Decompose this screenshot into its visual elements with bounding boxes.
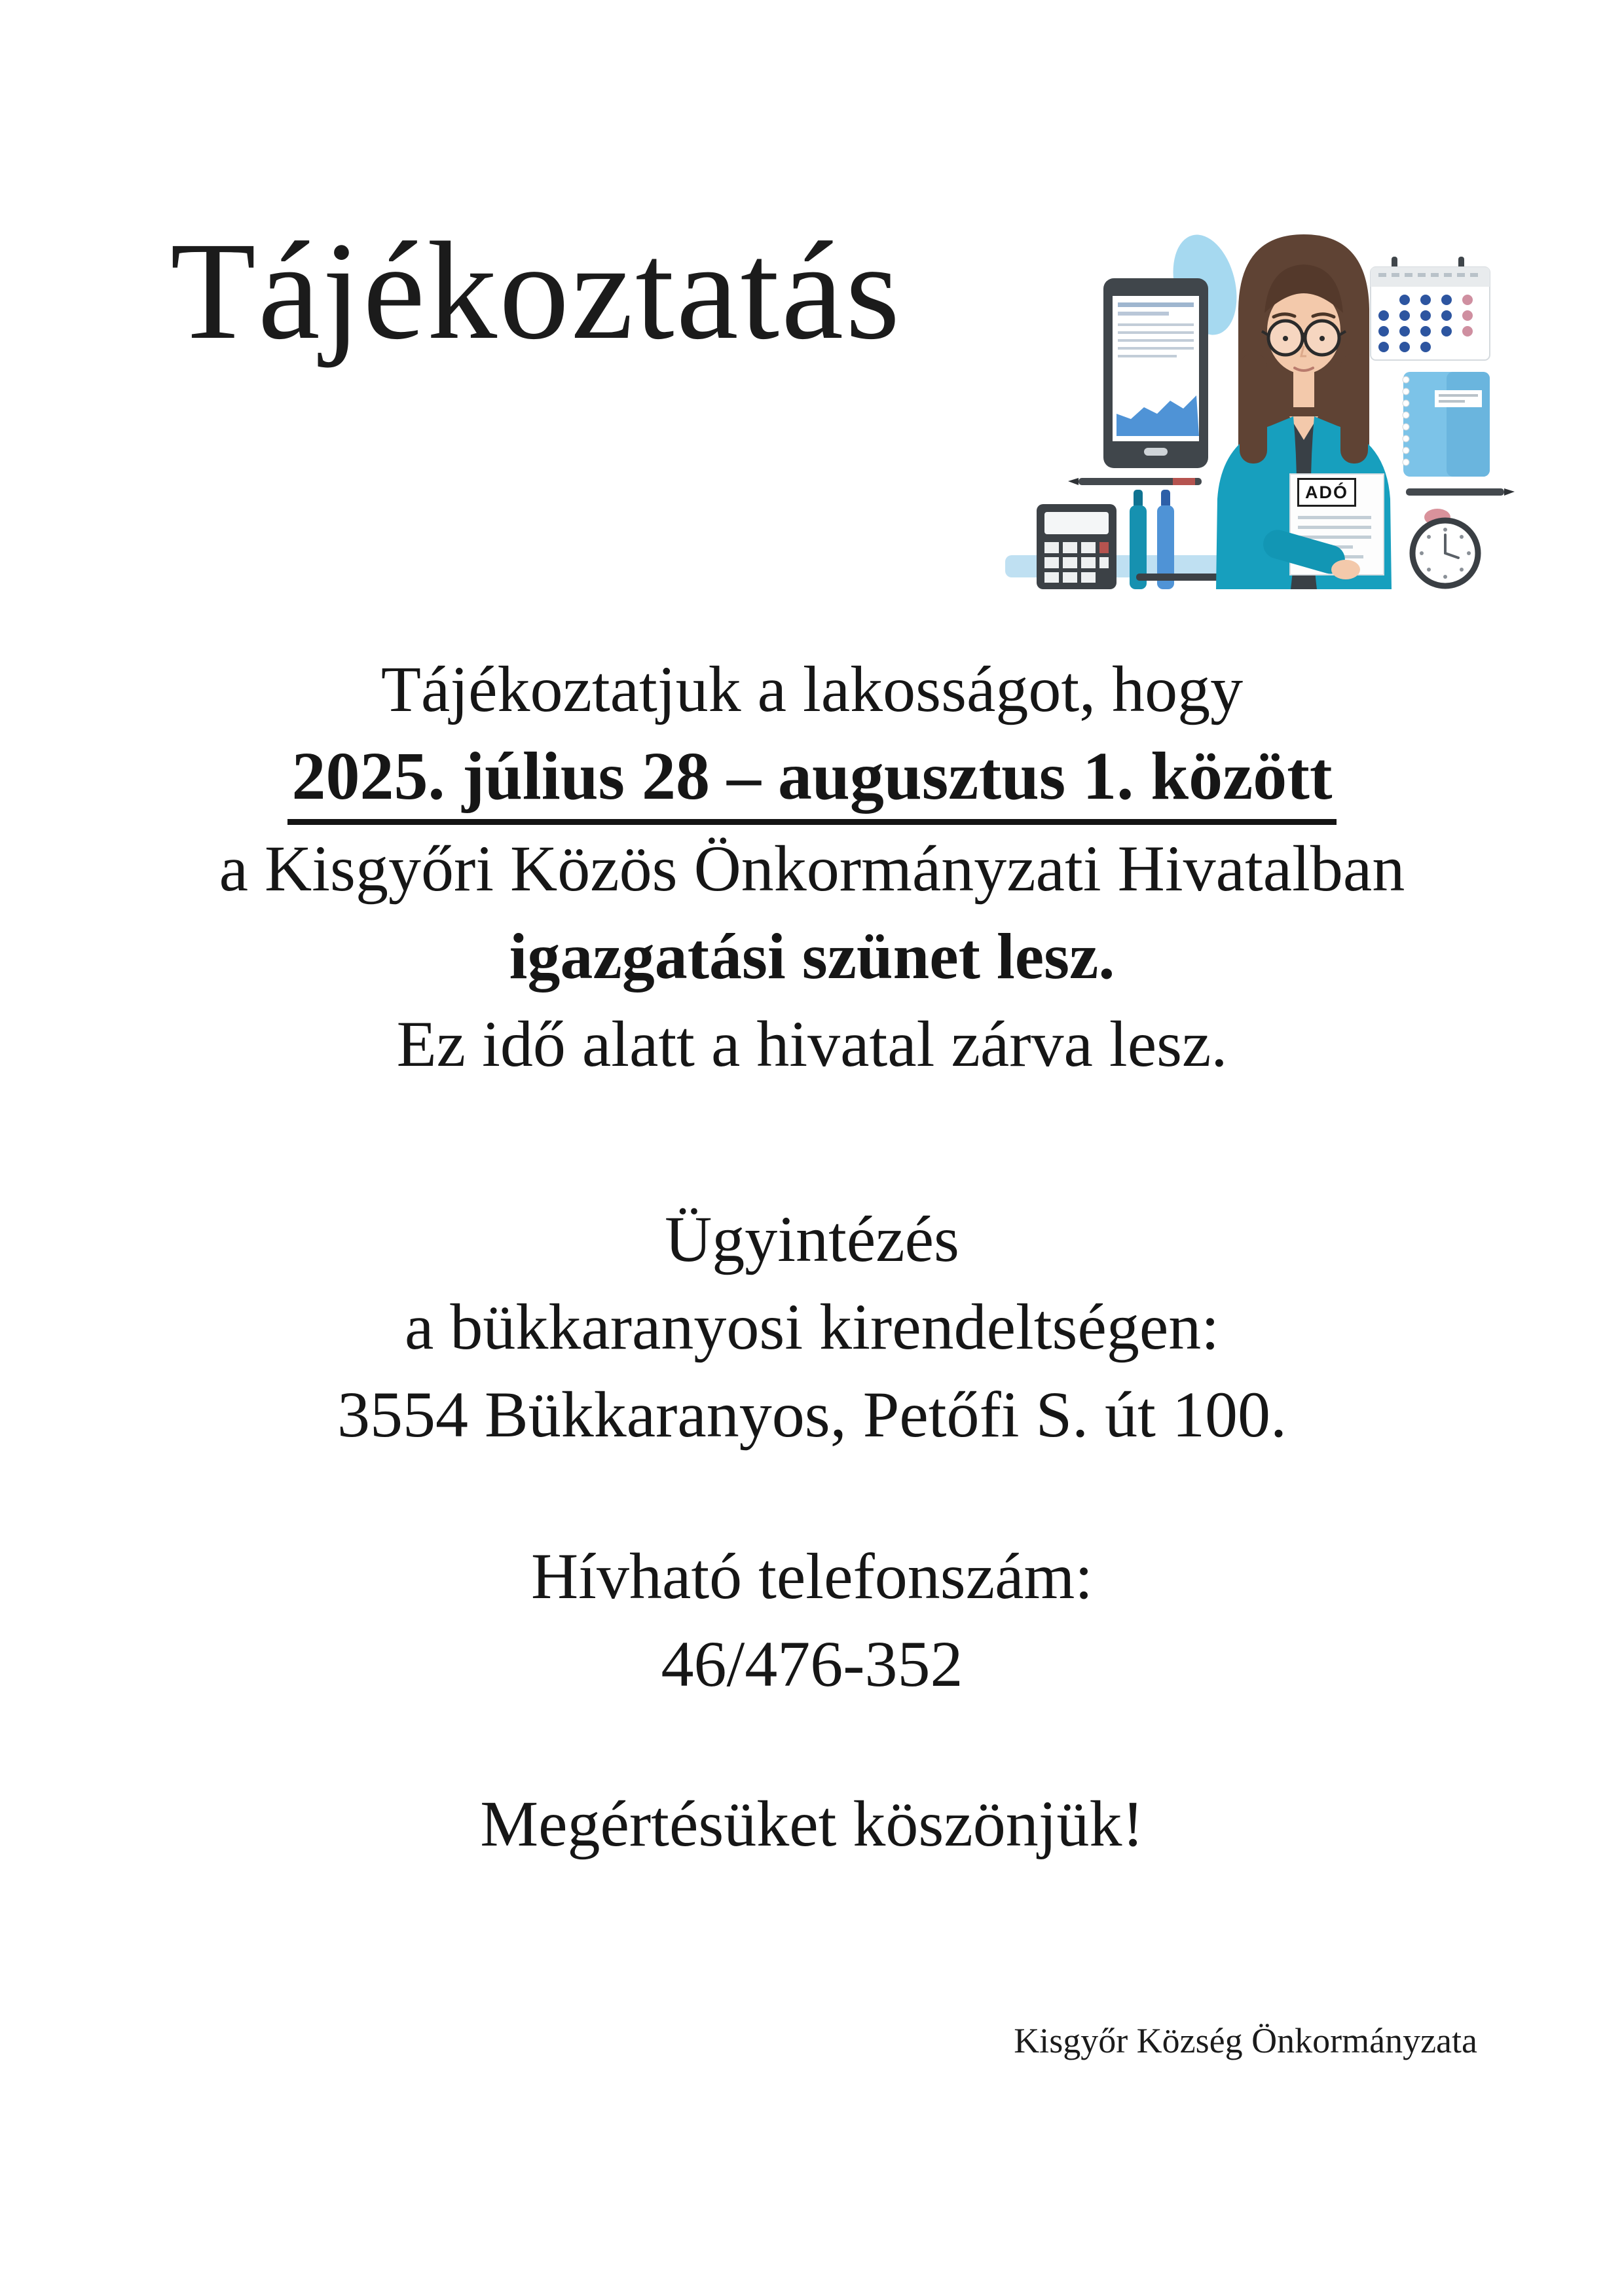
service-location-line: a bükkaranyosi kirendeltségen:	[404, 1290, 1220, 1364]
closed-note-line: Ez idő alatt a hivatal zárva lesz.	[396, 1008, 1228, 1081]
notice-body	[0, 646, 1624, 1868]
tablet-chart-icon	[1103, 278, 1208, 468]
phone-label-line: Hívható telefonszám:	[530, 1540, 1094, 1613]
hair-side-left	[1240, 354, 1267, 464]
notebook-icon	[1403, 372, 1490, 477]
office-line: a Kisgyőri Közös Önkormányzati Hivatalban	[219, 832, 1405, 905]
clock-icon	[1412, 509, 1478, 586]
page-title: Tájékoztatás	[170, 213, 902, 369]
illustration-canvas	[979, 196, 1532, 589]
service-address-line: 3554 Bükkaranyos, Petőfi S. út 100.	[337, 1378, 1287, 1451]
pen-icon	[1406, 488, 1515, 496]
calculator-icon	[1037, 504, 1116, 589]
intro-line: Tájékoztatjuk a lakosságot, hogy	[380, 653, 1244, 725]
hand	[1331, 560, 1360, 579]
closure-line: igazgatási szünet lesz.	[509, 920, 1115, 993]
thanks-line: Megértésüket köszönjük!	[480, 1787, 1144, 1861]
hair-side-right	[1340, 354, 1368, 464]
period-line: 2025. július 28 – augusztus 1. között	[287, 739, 1336, 825]
signature: Kisgyőr Község Önkormányzata	[1014, 2021, 1477, 2060]
phone-number-line: 46/476-352	[661, 1628, 963, 1701]
tax-document-label: ADÓ	[1297, 478, 1356, 507]
office-woman-illustration	[979, 196, 1532, 589]
calendar-icon	[1371, 257, 1490, 360]
period-line-wrap	[0, 733, 1624, 825]
pen-icon	[1068, 478, 1202, 485]
service-heading: Ügyintézés	[665, 1203, 959, 1276]
